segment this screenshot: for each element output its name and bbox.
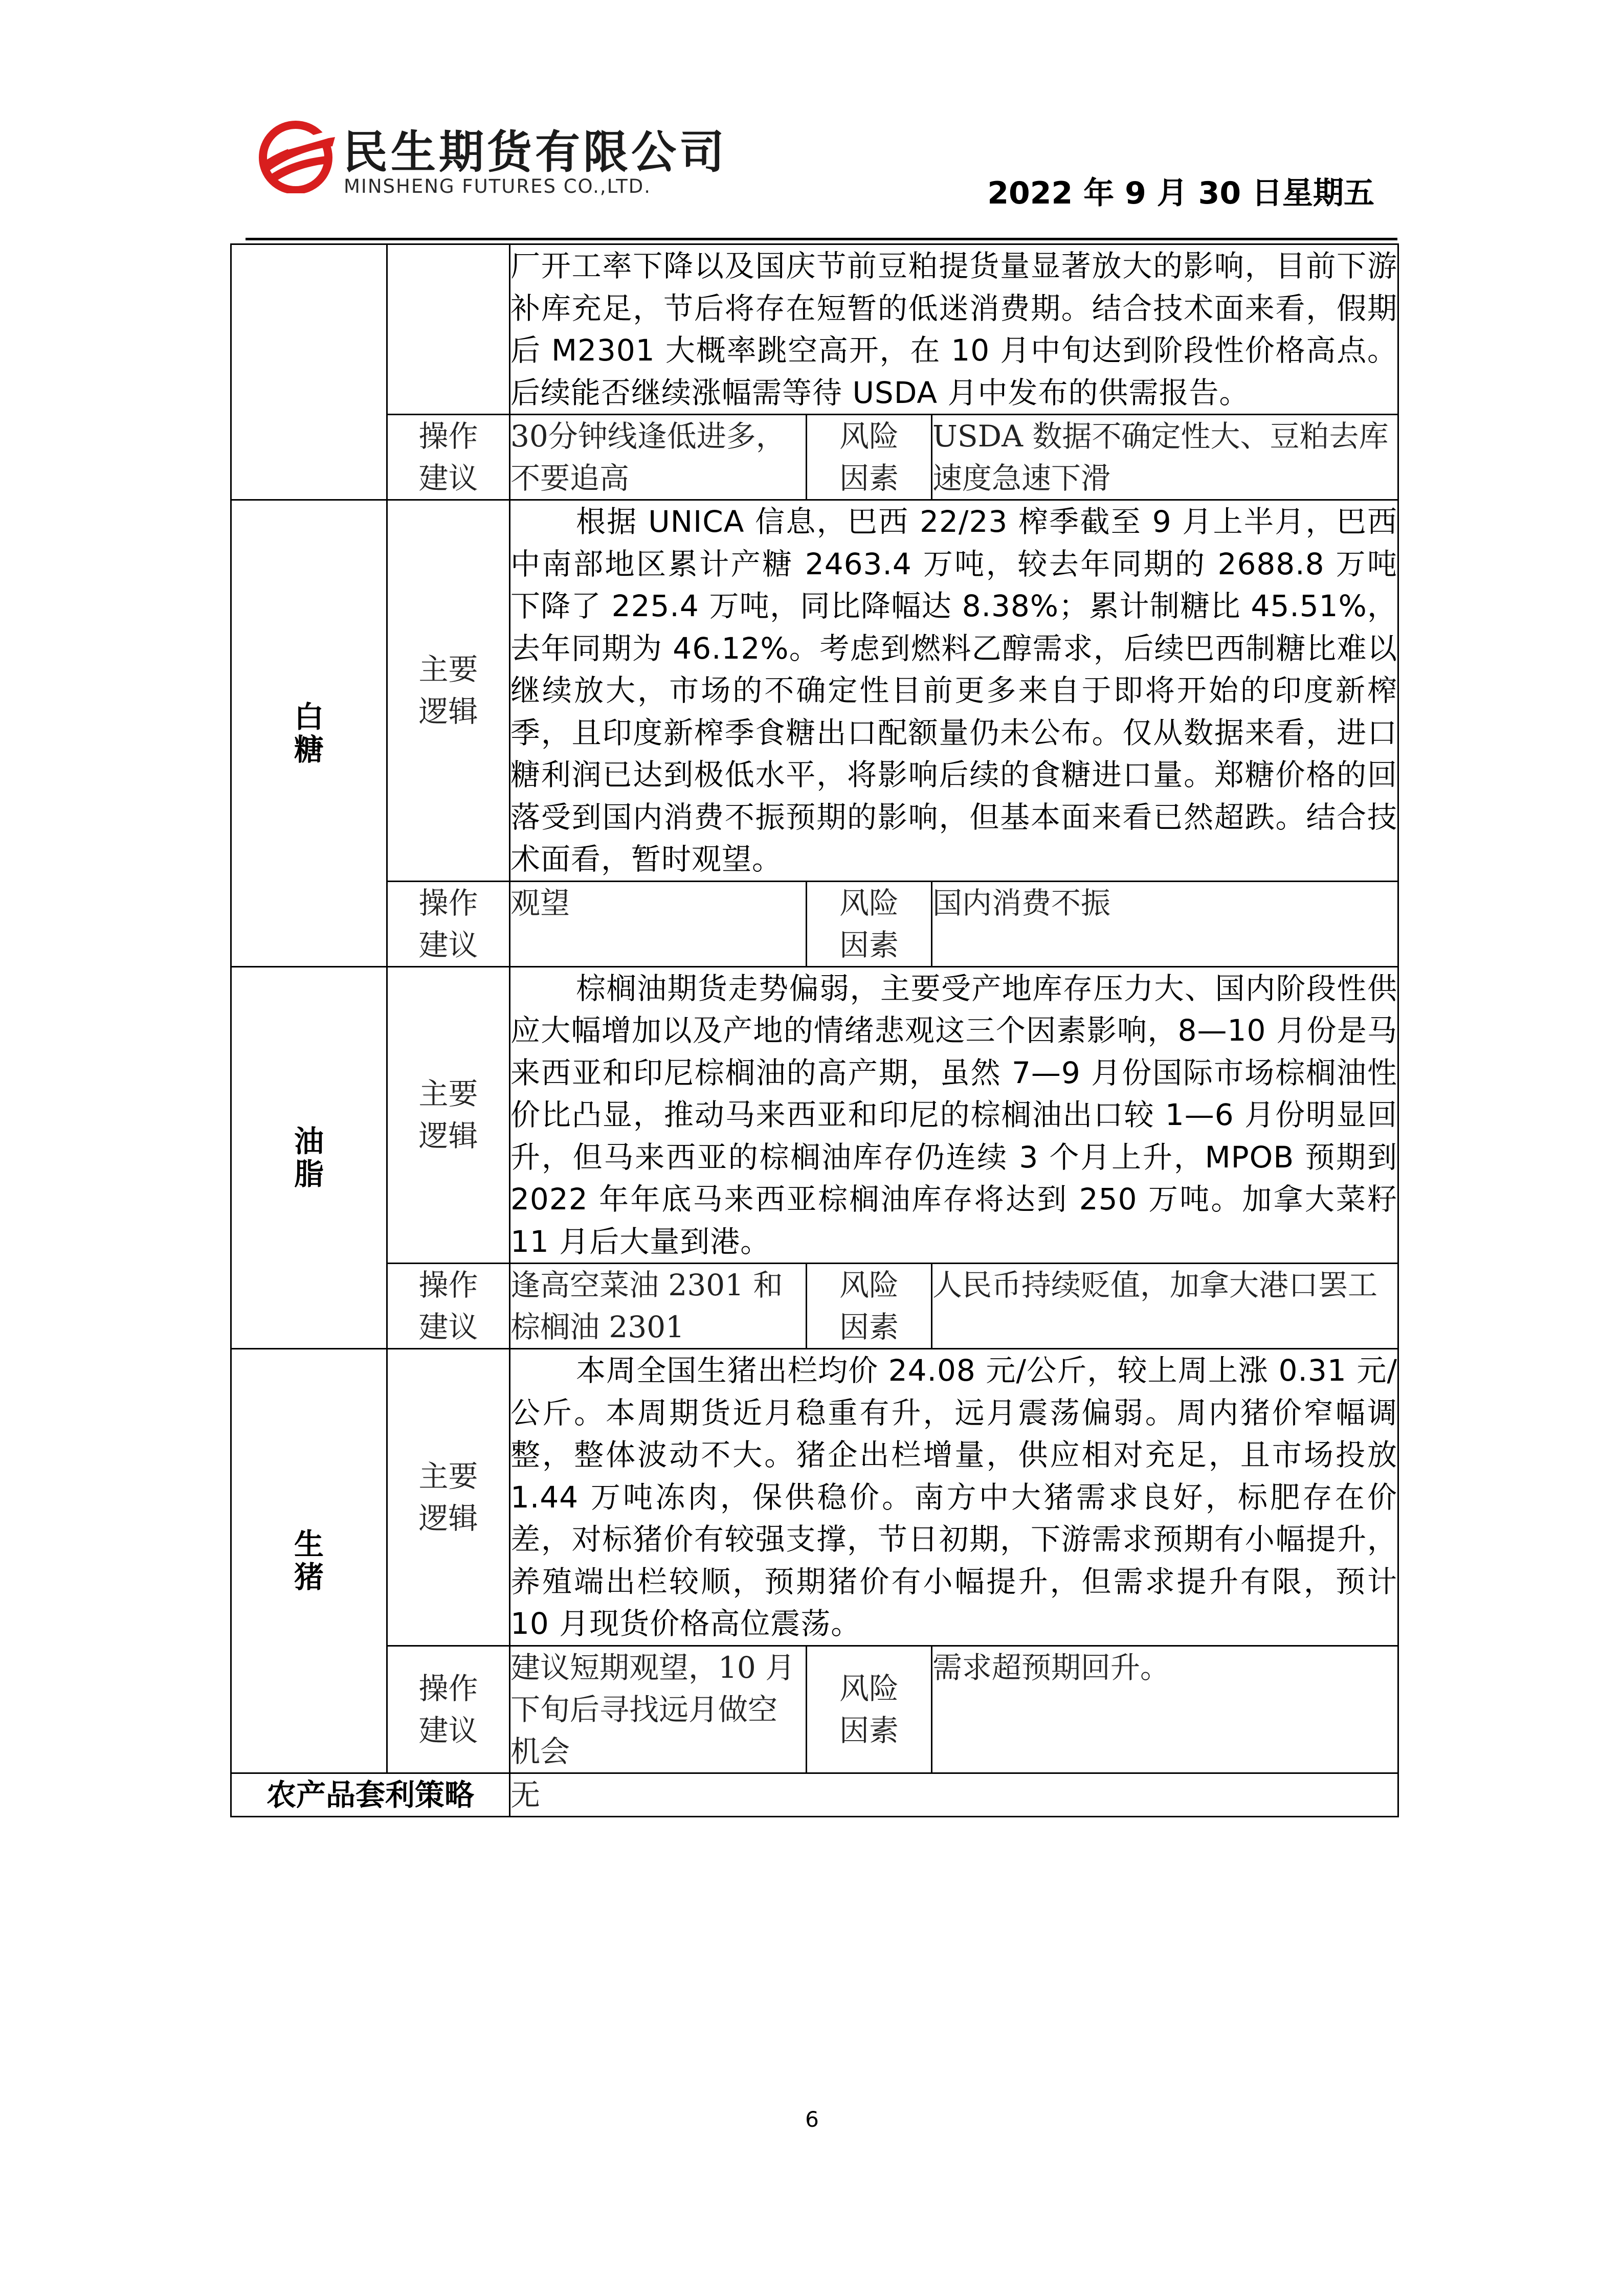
table-row (231, 1773, 1398, 1816)
label-line: 因素 (839, 1310, 899, 1344)
label-line: 主要 (418, 652, 478, 687)
label-line: 因素 (839, 1713, 899, 1748)
page-number: 6 (805, 2107, 819, 2132)
sugar-advice: 观望 (510, 881, 807, 966)
label-line: 逻辑 (418, 1500, 478, 1536)
category-char: 生 (294, 1527, 324, 1562)
label-line: 逻辑 (418, 1118, 478, 1154)
risk-label (807, 881, 932, 966)
label-line: 因素 (839, 461, 899, 496)
label-line: 建议 (418, 927, 478, 962)
table-row (231, 1349, 1398, 1646)
logic-label-empty (387, 244, 510, 415)
oils-logic-text: 棕榈油期货走势偏弱，主要受产地库存压力大、国内阶段性供应大幅增加以及产地的情绪悲观这三个因素影响，8—10 月份是马来西亚和印尼棕榈油的高产期，虽然 7—9 月份国际市场棕榈油性价比凸显，推动马来西亚和印尼的棕榈油出口较 1—6 月份明显回升，但马来西亚的棕榈油库存仍连续 3 个月上升，MPOB 预期到 2022 年年底马来西亚棕榈油库存将达到 250 万吨。加拿大菜籽 11 月后大量到港。 (510, 966, 1398, 1264)
oils-advice: 逢高空菜油 2301 和棕榈油 2301 (510, 1264, 807, 1349)
soymeal-risk: USDA 数据不确定性大、豆粕去库速度急速下滑 (932, 415, 1398, 500)
advice-label (387, 415, 510, 500)
risk-label (807, 1264, 932, 1349)
category-label (232, 701, 386, 766)
table-row (231, 244, 1398, 415)
table-row (231, 1646, 1398, 1773)
label-line: 风险 (839, 885, 899, 920)
soymeal-advice: 30分钟线逢低进多，不要追高 (510, 415, 807, 500)
logic-label (387, 966, 510, 1264)
label-line: 因素 (839, 927, 899, 962)
arbitrage-label: 农产品套利策略 (231, 1773, 510, 1816)
category-oils (231, 966, 387, 1349)
label-line: 操作 (418, 1268, 478, 1302)
category-char: 脂 (294, 1156, 324, 1191)
label-line: 风险 (839, 1268, 899, 1302)
label-line: 操作 (418, 1671, 478, 1706)
label-line: 主要 (418, 1458, 478, 1494)
hogs-logic-text: 本周全国生猪出栏均价 24.08 元/公斤，较上周上涨 0.31 元/公斤。本周期货近月稳重有升，远月震荡偏弱。周内猪价窄幅调整，整体波动不大。猪企出栏增量，供应相对充足，且市场投放 1.44 万吨冻肉，保供稳价。南方中大猪需求良好，标肥存在价差，对标猪价有较强支撑，节日初期，下游需求预期有小幅提升，养殖端出栏较顺，预期猪价有小幅提升，但需求提升有限，预计 10 月现货价格高位震荡。 (510, 1349, 1398, 1646)
category-label (232, 1125, 386, 1190)
category-char: 猪 (294, 1560, 324, 1595)
company-name-en: MINSHENG FUTURES CO.,LTD. (344, 175, 652, 197)
label-line: 逻辑 (418, 694, 478, 729)
label-line: 操作 (418, 419, 478, 454)
table-row (231, 881, 1398, 966)
soymeal-logic-text: 厂开工率下降以及国庆节前豆粕提货量显著放大的影响，目前下游补库充足，节后将存在短暂的低迷消费期。结合技术面来看，假期后 M2301 大概率跳空高开，在 10 月中旬达到阶段性价格高点。后续能否继续涨幅需等待 USDA 月中发布的供需报告。 (510, 244, 1398, 415)
category-cell-empty (231, 244, 387, 500)
strategy-table (230, 243, 1399, 1817)
risk-label (807, 415, 932, 500)
company-name-cn: 民生期货有限公司 (343, 126, 728, 178)
label-line: 操作 (418, 885, 478, 920)
hogs-advice: 建议短期观望，10 月下旬后寻找远月做空机会 (510, 1646, 807, 1773)
advice-label (387, 1264, 510, 1349)
logo-swoosh-icon (256, 117, 338, 193)
sugar-logic-text: 根据 UNICA 信息，巴西 22/23 榨季截至 9 月上半月，巴西中南部地区累计产糖 2463.4 万吨，较去年同期的 2688.8 万吨下降了 225.4 万吨，同比降幅达 8.38%；累计制糖比 45.51%，去年同期为 46.12%。考虑到燃料乙醇需求，后续巴西制糖比难以继续放大，市场的不确定性目前更多来自于即将开始的印度新榨季，且印度新榨季食糖出口配额量仍未公布。仅从数据来看，进口糖利润已达到极低水平，将影响后续的食糖进口量。郑糖价格的回落受到国内消费不振预期的影响，但基本面来看已然超跌。结合技术面看，暂时观望。 (510, 500, 1398, 882)
table-row (231, 966, 1398, 1264)
label-line: 风险 (839, 419, 899, 454)
advice-label (387, 1646, 510, 1773)
logic-label (387, 1349, 510, 1646)
oils-risk: 人民币持续贬值，加拿大港口罢工 (932, 1264, 1398, 1349)
label-line: 建议 (418, 1713, 478, 1748)
header-divider (246, 238, 1397, 240)
label-line: 风险 (839, 1671, 899, 1706)
label-line: 建议 (418, 1310, 478, 1344)
label-line: 主要 (418, 1076, 478, 1112)
table-row (231, 500, 1398, 882)
category-sugar (231, 500, 387, 967)
label-line: 建议 (418, 461, 478, 496)
report-date: 2022 年 9 月 30 日星期五 (987, 175, 1374, 211)
risk-label (807, 1646, 932, 1773)
arbitrage-value: 无 (510, 1773, 1398, 1816)
category-label (232, 1528, 386, 1593)
advice-label (387, 881, 510, 966)
sugar-risk: 国内消费不振 (932, 881, 1398, 966)
logic-label (387, 500, 510, 882)
category-char: 油 (294, 1123, 324, 1159)
category-char: 糖 (294, 732, 324, 767)
hogs-risk: 需求超预期回升。 (932, 1646, 1398, 1773)
category-char: 白 (294, 699, 324, 734)
table-row (231, 415, 1398, 500)
company-logo (256, 117, 767, 204)
table-row (231, 1264, 1398, 1349)
category-hogs (231, 1349, 387, 1773)
